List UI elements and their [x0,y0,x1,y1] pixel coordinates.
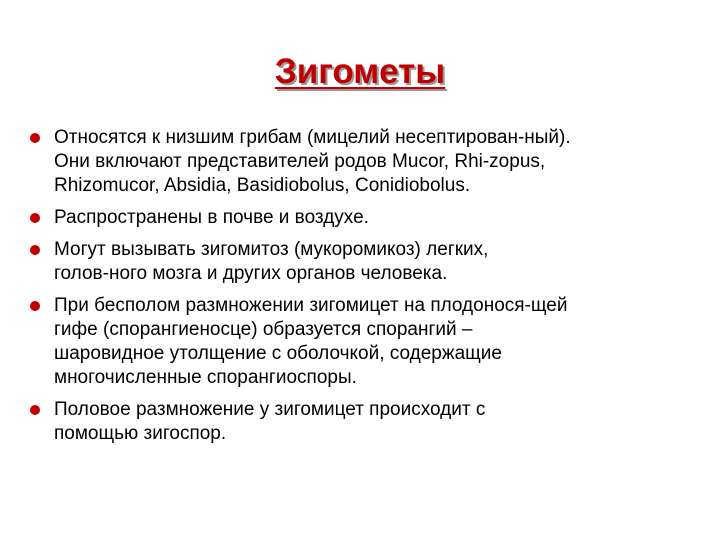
bullet-text-line: Могут вызывать зигомитоз (мукоромикоз) легких, [54,239,489,260]
bullet-text-line: гифе (спорангиеносце) образуется спорангий – [54,319,473,340]
bullet-dot-icon [30,245,40,255]
bullet-dot-icon [30,405,40,415]
bullet-item [30,294,700,390]
bullet-text-line: Они включают представителей родов Mucor, Rhi-zopus, [54,151,546,172]
bullet-text-line: Rhizomucor, Absidia, Basidiobolus, Conidiobolus. [54,175,471,196]
bullet-dot-icon [30,133,40,143]
bullet-text-line: При бесполом размножении зигомицет на плодонося-щей [54,295,568,316]
bullet-text-line: Относятся к низшим грибам (мицелий несептирован-ный). [54,127,571,148]
bullet-text-line: голов-ного мозга и других органов человека. [54,263,448,284]
bullet-dot-icon [30,213,40,223]
bullet-item [30,398,700,446]
bullet-text-line: шаровидное утолщение с оболочкой, содержащие [54,343,502,364]
bullet-dot-icon [30,301,40,311]
bullet-text-line: многочисленные спорангиоспоры. [54,367,357,388]
bullet-text-line: Распространены в почве и воздухе. [54,207,369,228]
bullet-text-line: Половое размножение у зигомицет происходит с [54,399,486,420]
bullet-text-line: помощью зигоспор. [54,423,227,444]
bullet-item [30,238,700,286]
bullet-list [30,126,700,454]
slide-title: Зигометы [274,52,446,91]
bullet-item [30,206,700,230]
bullet-item [30,126,700,198]
